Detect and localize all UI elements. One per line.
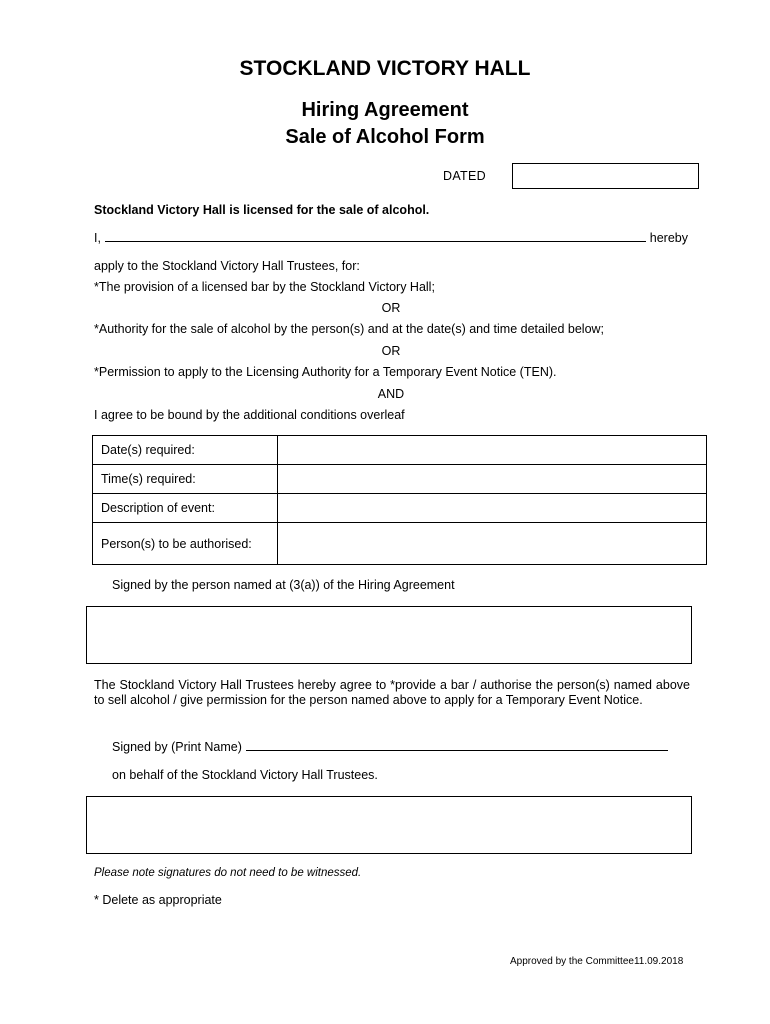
option-authority: *Authority for the sale of alcohol by the person(s) and at the date(s) and time detailed below;	[94, 322, 605, 336]
time-required-field[interactable]	[278, 465, 707, 494]
time-required-label: Time(s) required:	[93, 465, 278, 494]
delete-note: * Delete as appropriate	[94, 893, 222, 907]
applicant-name-field[interactable]	[105, 240, 646, 242]
hereby-text: hereby	[649, 231, 688, 245]
or-separator-1: OR	[381, 301, 401, 315]
applicant-name-line	[94, 231, 688, 245]
hirer-signature-box[interactable]	[86, 606, 692, 664]
table-row	[93, 436, 707, 465]
option-ten: *Permission to apply to the Licensing Authority for a Temporary Event Notice (TEN).	[94, 365, 557, 379]
print-name-label: Signed by (Print Name)	[112, 740, 242, 754]
dated-field[interactable]	[512, 163, 699, 189]
form-subtitle-line1: Hiring Agreement	[301, 99, 469, 121]
table-row	[93, 523, 707, 565]
approval-footer: Approved by the Committee11.09.2018	[510, 956, 684, 967]
trustees-agreement-text: The Stockland Victory Hall Trustees hereby agree to *provide a bar / authorise the person(s) named above to sell alcohol / give permission for the person named above to apply for a Temporary Event Notice.	[94, 678, 690, 707]
i-prefix: I,	[94, 231, 101, 245]
authorised-persons-label: Person(s) to be authorised:	[93, 523, 278, 565]
witness-note: Please note signatures do not need to be witnessed.	[94, 867, 362, 879]
table-row	[93, 494, 707, 523]
apply-line: apply to the Stockland Victory Hall Trustees, for:	[94, 259, 360, 273]
or-separator-2: OR	[381, 344, 401, 358]
event-description-label: Description of event:	[93, 494, 278, 523]
form-subtitle-line2: Sale of Alcohol Form	[285, 126, 485, 148]
dated-label: DATED	[443, 169, 486, 183]
hirer-signature-caption: Signed by the person named at (3(a)) of the Hiring Agreement	[112, 578, 455, 592]
date-required-label: Date(s) required:	[93, 436, 278, 465]
event-details-table	[92, 435, 707, 565]
option-licensed-bar: *The provision of a licensed bar by the Stockland Victory Hall;	[94, 280, 435, 294]
agree-conditions: I agree to be bound by the additional conditions overleaf	[94, 408, 405, 422]
date-required-field[interactable]	[278, 436, 707, 465]
behalf-of-trustees: on behalf of the Stockland Victory Hall Trustees.	[112, 768, 378, 782]
print-name-field[interactable]	[246, 749, 668, 751]
table-row	[93, 465, 707, 494]
and-separator: AND	[377, 387, 405, 401]
licensed-statement: Stockland Victory Hall is licensed for the sale of alcohol.	[94, 203, 430, 217]
authorised-persons-field[interactable]	[278, 523, 707, 565]
event-description-field[interactable]	[278, 494, 707, 523]
print-name-line	[112, 740, 668, 754]
trustee-signature-box[interactable]	[86, 796, 692, 854]
hall-name-title: STOCKLAND VICTORY HALL	[239, 57, 531, 80]
